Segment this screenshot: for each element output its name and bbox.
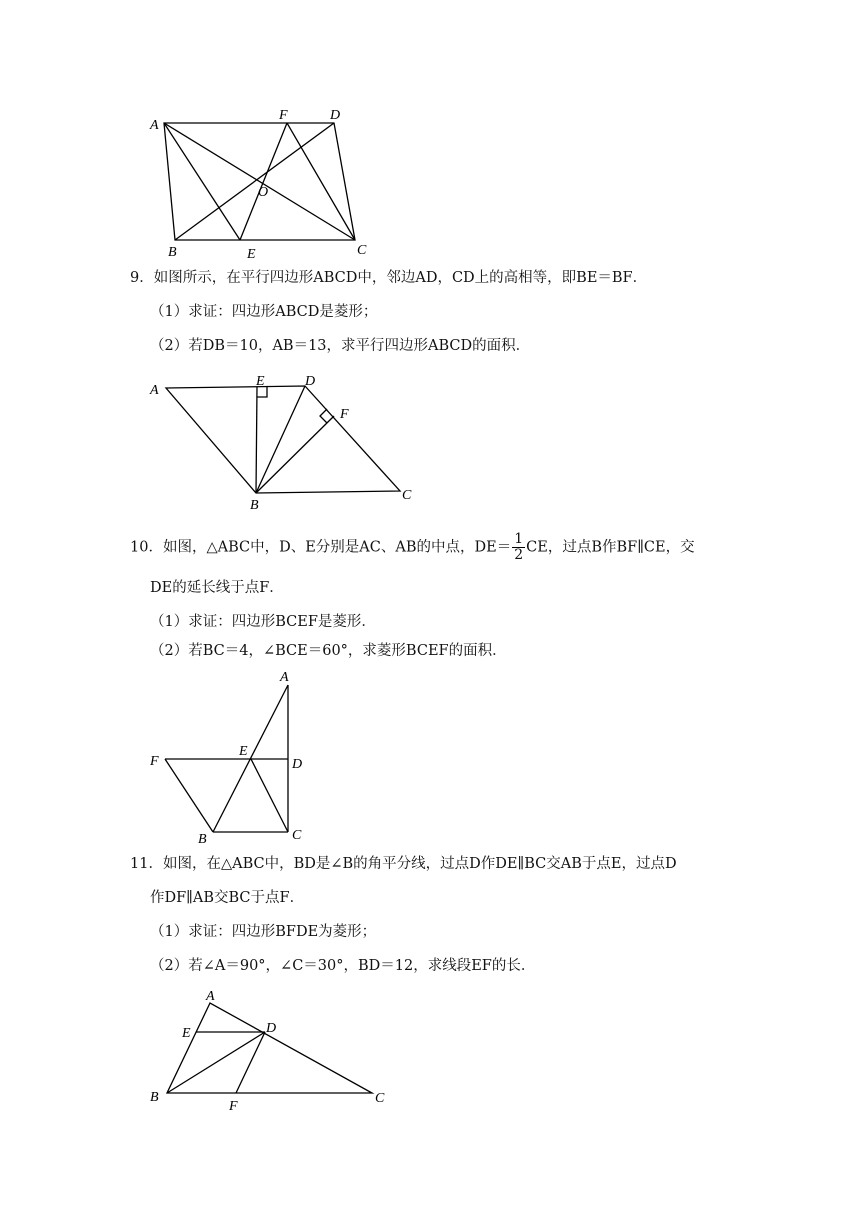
label-b-q10: B bbox=[198, 832, 207, 847]
label-a-q11: A bbox=[206, 989, 215, 1004]
fraction-denominator: 2 bbox=[514, 547, 524, 563]
q11-part2: （2）若∠A＝90°，∠C＝30°，BD＝12，求线段EF的长． bbox=[150, 958, 536, 974]
q9-part1: （1）求证：四边形ABCD是菱形； bbox=[150, 304, 378, 320]
label-e-q9: E bbox=[256, 374, 265, 389]
label-e-q11: E bbox=[182, 1026, 191, 1041]
label-c-q11: C bbox=[375, 1091, 385, 1106]
label-a: A bbox=[150, 118, 159, 133]
label-d-q9: D bbox=[305, 374, 316, 389]
label-f: F bbox=[279, 108, 288, 123]
q11-stem-line2: 作DF∥AB交BC于点F． bbox=[150, 890, 305, 906]
label-d: D bbox=[330, 108, 341, 123]
q10-stem-line2: DE的延长线于点F． bbox=[150, 580, 284, 596]
q10-part2: （2）若BC＝4，∠BCE＝60°，求菱形BCEF的面积． bbox=[150, 643, 507, 659]
label-f-q9: F bbox=[340, 407, 349, 422]
q10-stem-a: 如图，△ABC中，D、E分别是AC、AB的中点，DE＝ bbox=[162, 539, 512, 556]
label-f-q11: F bbox=[229, 1099, 238, 1114]
q9-part2: （2）若DB＝10，AB＝13，求平行四边形ABCD的面积． bbox=[150, 338, 531, 354]
label-c-q9: C bbox=[402, 488, 412, 503]
label-d-q11: D bbox=[266, 1021, 277, 1036]
label-c: C bbox=[357, 243, 367, 258]
label-f-q10: F bbox=[150, 754, 159, 769]
label-a-q9: A bbox=[150, 383, 159, 398]
q11-number: 11． bbox=[130, 856, 163, 872]
label-e: E bbox=[247, 247, 256, 262]
q10-part1: （1）求证：四边形BCEF是菱形． bbox=[150, 614, 376, 630]
q9-number: 9． bbox=[130, 270, 154, 286]
label-d-q10: D bbox=[292, 757, 303, 772]
label-a-q10: A bbox=[280, 670, 289, 685]
q10-stem-b: CE，过点B作BF∥CE，交 bbox=[526, 539, 695, 556]
label-o: O bbox=[258, 185, 269, 200]
q9-stem-text: 如图所示，在平行四边形ABCD中，邻边AD，CD上的高相等，即BE＝BF． bbox=[153, 270, 648, 286]
q10-number: 10． bbox=[130, 539, 163, 556]
q11-stem-a: 如图，在△ABC中，BD是∠B的角平分线，过点D作DE∥BC交AB于点E，过点D bbox=[162, 856, 677, 872]
label-c-q10: C bbox=[292, 828, 302, 843]
label-b-q9: B bbox=[250, 498, 259, 513]
fraction-numerator: 1 bbox=[514, 531, 524, 547]
label-e-q10: E bbox=[239, 744, 248, 759]
q11-part1: （1）求证：四边形BFDE为菱形； bbox=[150, 924, 377, 940]
triangle-abc-q11 bbox=[167, 1003, 372, 1093]
label-b-q11: B bbox=[150, 1090, 159, 1105]
label-b: B bbox=[168, 245, 177, 260]
